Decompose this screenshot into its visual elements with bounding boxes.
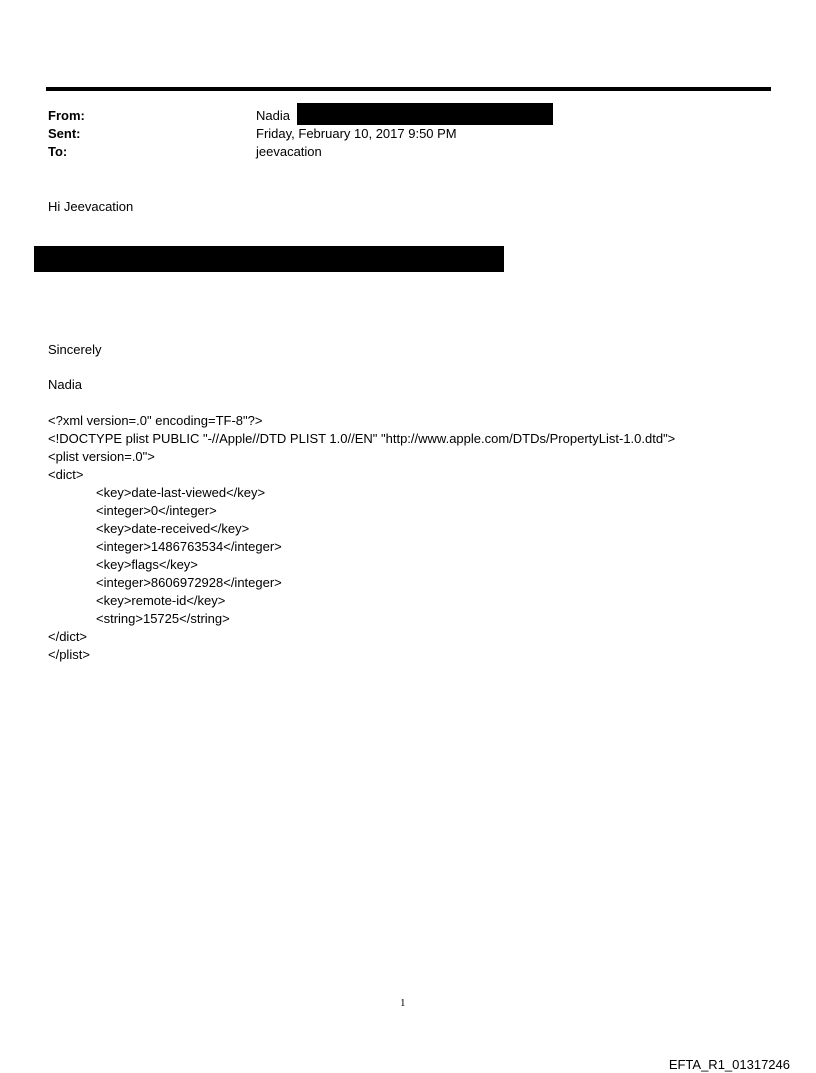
code-line: <integer>1486763534</integer>	[96, 539, 282, 554]
body-redaction	[34, 246, 504, 272]
bates-number: EFTA_R1_01317246	[668, 1057, 790, 1072]
code-line: <string>15725</string>	[96, 611, 230, 626]
to-value: jeevacation	[256, 144, 322, 159]
closing: Sincerely	[48, 342, 102, 357]
from-value: Nadia	[256, 108, 290, 123]
greeting: Hi Jeevacation	[48, 199, 134, 214]
code-line: <plist version=.0">	[48, 449, 155, 464]
code-line: <dict>	[48, 467, 84, 482]
code-line: <?xml version=.0" encoding=TF-8"?>	[48, 413, 263, 428]
code-line: <key>remote-id</key>	[96, 593, 226, 608]
signature: Nadia	[48, 377, 82, 392]
code-line: <key>date-last-viewed</key>	[96, 485, 266, 500]
code-line: <key>flags</key>	[96, 557, 198, 572]
sender-address-redaction	[297, 103, 553, 125]
code-line: <!DOCTYPE plist PUBLIC "-//Apple//DTD PLIST 1.0//EN" "http://www.apple.com/DTDs/PropertyList-1.0.dtd">	[48, 431, 676, 446]
code-line: <integer>8606972928</integer>	[96, 575, 282, 590]
code-line: <key>date-received</key>	[96, 521, 250, 536]
from-label: From:	[48, 108, 85, 123]
code-line: </dict>	[48, 629, 88, 644]
sent-label: Sent:	[48, 126, 81, 141]
code-line: <integer>0</integer>	[96, 503, 217, 518]
to-label: To:	[48, 144, 68, 159]
sent-value: Friday, February 10, 2017 9:50 PM	[256, 126, 457, 141]
header-divider	[46, 87, 771, 91]
code-line: </plist>	[48, 647, 90, 662]
plist-xml-block	[48, 412, 675, 664]
page-number: 1	[400, 997, 406, 1009]
